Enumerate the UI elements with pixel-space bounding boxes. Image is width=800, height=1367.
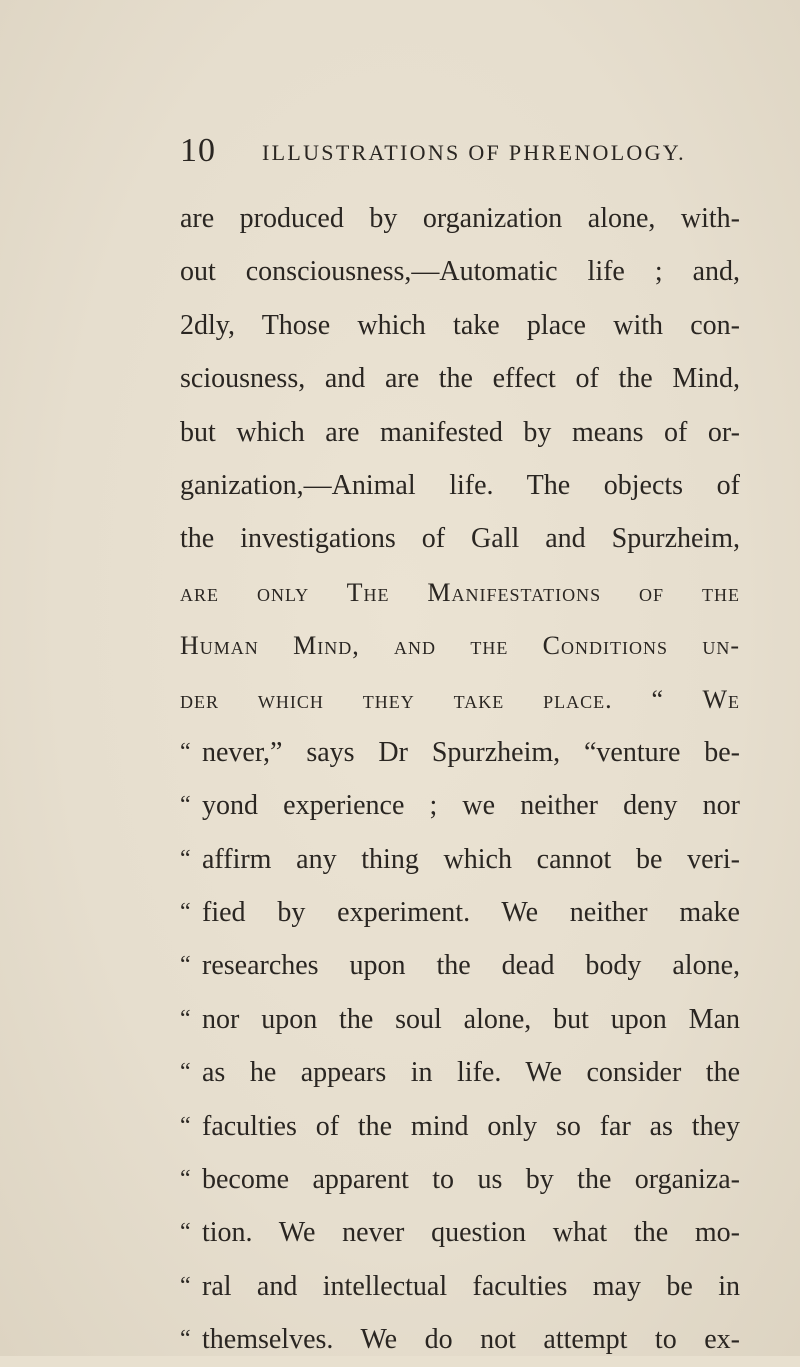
quoted-text: tion. We never question what the mo- <box>202 1217 740 1249</box>
quote-mark: “ <box>180 1005 191 1032</box>
body-text <box>180 192 740 1367</box>
quote-mark: “ <box>180 899 191 926</box>
text-line: Human Mind, and the Conditions un- <box>180 631 740 661</box>
quote-mark: “ <box>180 1272 191 1299</box>
text-line: are only The Manifestations of the <box>180 577 740 607</box>
quoted-text: fied by experiment. We neither make <box>202 897 740 929</box>
quote-mark: “ <box>180 845 191 872</box>
quote-mark: “ <box>180 1166 191 1193</box>
quote-mark: “ <box>180 1059 191 1086</box>
text-line: are produced by organization alone, with- <box>180 203 740 234</box>
text-line: out consciousness,—Automatic life ; and, <box>180 256 740 288</box>
text-line: the investigations of Gall and Spurzheim, <box>180 523 740 555</box>
quoted-text: themselves. We do not attempt to ex- <box>202 1324 740 1356</box>
running-head: ILLUSTRATIONS OF PHRENOLOGY. <box>262 140 686 165</box>
quote-mark: “ <box>180 952 191 979</box>
page-header <box>180 132 710 176</box>
quoted-line <box>180 1046 740 1099</box>
page-number: 10 <box>180 132 216 169</box>
quoted-text: affirm any thing which cannot be veri- <box>202 843 740 875</box>
quoted-line <box>180 1100 740 1153</box>
quoted-line <box>180 779 740 832</box>
quoted-line <box>180 886 740 939</box>
text-line: but which are manifested by means of or- <box>180 416 740 448</box>
quoted-text: researches upon the dead body alone, <box>202 950 740 982</box>
quoted-line <box>180 726 740 779</box>
quoted-line <box>180 1313 740 1366</box>
quoted-line <box>180 1206 740 1259</box>
quote-mark: “ <box>180 738 191 765</box>
text-line: der which they take place. “ We <box>180 684 740 714</box>
text-line: sciousness, and are the effect of the Mind, <box>180 363 740 395</box>
quoted-text: yond experience ; we neither deny nor <box>202 790 740 822</box>
text-line: ganization,—Animal life. The objects of <box>180 469 740 501</box>
quoted-line <box>180 993 740 1046</box>
quoted-text: nor upon the soul alone, but upon Man <box>202 1003 740 1035</box>
quote-mark: “ <box>180 1112 191 1139</box>
quote-mark: “ <box>180 1219 191 1246</box>
quoted-line <box>180 1260 740 1313</box>
quoted-text: become apparent to us by the organiza- <box>202 1164 740 1196</box>
quoted-text: ral and intellectual faculties may be in <box>202 1270 740 1302</box>
quoted-line <box>180 833 740 886</box>
quoted-text: never,” says Dr Spurzheim, “venture be- <box>202 736 740 768</box>
quote-mark: “ <box>180 1326 191 1353</box>
quote-mark: “ <box>180 792 191 819</box>
quoted-text: faculties of the mind only so far as they <box>202 1110 740 1142</box>
quoted-text: as he appears in life. We consider the <box>202 1057 740 1089</box>
quoted-line <box>180 939 740 992</box>
text-line: 2dly, Those which take place with con- <box>180 309 740 341</box>
quoted-line <box>180 1153 740 1206</box>
